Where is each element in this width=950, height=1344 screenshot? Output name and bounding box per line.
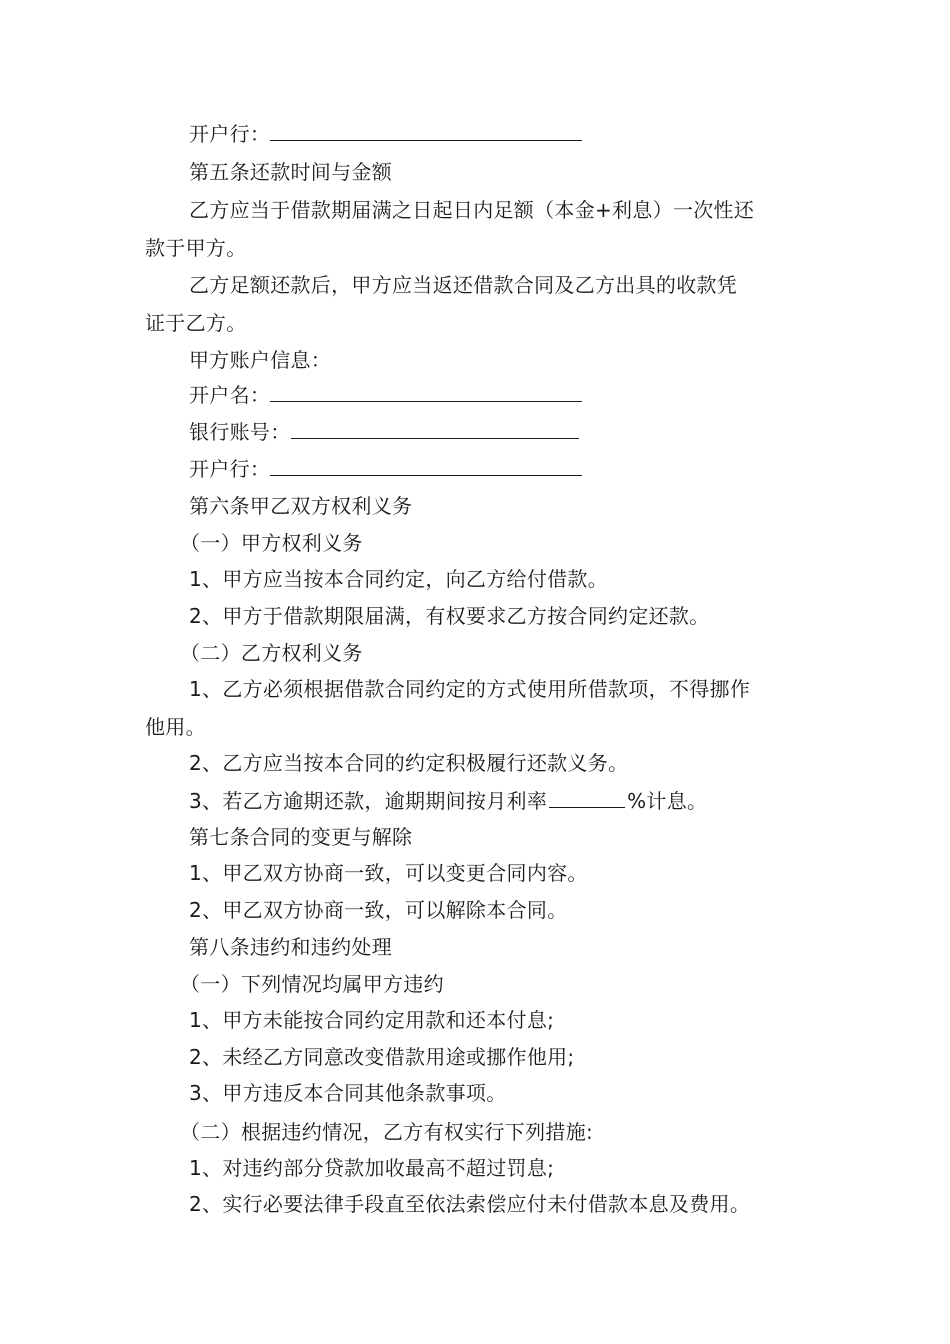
account-name-label: 开户名：: [189, 383, 271, 407]
party-a-duty-1: 1、甲方应当按本合同约定，向乙方给付借款。: [189, 567, 609, 591]
party-a-account-info-heading: 甲方账户信息：: [189, 348, 332, 372]
article-5-paragraph-2-line-1: 乙方足额还款后，甲方应当返还借款合同及乙方出具的收款凭: [189, 273, 738, 297]
bank-name-line-1: [189, 120, 582, 148]
article-6-heading: 第六条甲乙双方权利义务: [189, 494, 413, 518]
bank-account-number-blank: [291, 418, 579, 439]
article-5-paragraph-1-line-2: 款于甲方。: [145, 236, 247, 260]
party-b-duty-1-line-1: 1、乙方必须根据借款合同约定的方式使用所借款项，不得挪作: [189, 677, 751, 701]
overdue-interest-suffix: %计息。: [627, 789, 708, 813]
bank-name-label: 开户行：: [189, 122, 271, 146]
article-5-paragraph-2-line-2: 证于乙方。: [145, 311, 247, 335]
monthly-rate-blank: [549, 787, 625, 808]
party-b-remedy-1: 1、对违约部分贷款加收最高不超过罚息;: [189, 1156, 555, 1180]
party-a-breach-heading: （一）下列情况均属甲方违约: [180, 972, 444, 996]
article-7-item-2: 2、甲乙双方协商一致，可以解除本合同。: [189, 898, 568, 922]
bank-name-label-2: 开户行：: [189, 457, 271, 481]
party-a-rights-heading: （一）甲方权利义务: [180, 531, 363, 555]
party-b-duty-3: [189, 787, 707, 815]
party-a-breach-3: 3、甲方违反本合同其他条款事项。: [189, 1081, 507, 1105]
article-5-heading: 第五条还款时间与金额: [189, 160, 392, 184]
account-name-blank: [270, 381, 582, 402]
bank-account-number-label: 银行账号：: [189, 420, 291, 444]
article-8-heading: 第八条违约和违约处理: [189, 935, 392, 959]
overdue-interest-text: 3、若乙方逾期还款，逾期期间按月利率: [189, 789, 548, 813]
bank-name-blank: [270, 120, 582, 141]
article-5-paragraph-1-line-1: 乙方应当于借款期届满之日起日内足额（本金+利息）一次性还: [189, 198, 755, 222]
party-b-rights-heading: （二）乙方权利义务: [180, 641, 363, 665]
party-b-duty-2: 2、乙方应当按本合同的约定积极履行还款义务。: [189, 751, 629, 775]
party-a-duty-2: 2、甲方于借款期限届满，有权要求乙方按合同约定还款。: [189, 604, 710, 628]
party-b-remedy-2: 2、实行必要法律手段直至依法索偿应付未付借款本息及费用。: [189, 1192, 751, 1216]
party-a-breach-2: 2、未经乙方同意改变借款用途或挪作他用;: [189, 1045, 575, 1069]
article-7-item-1: 1、甲乙双方协商一致，可以变更合同内容。: [189, 861, 588, 885]
party-b-duty-1-line-2: 他用。: [145, 715, 206, 739]
party-b-remedies-heading: （二）根据违约情况，乙方有权实行下列措施:: [180, 1120, 594, 1144]
article-7-heading: 第七条合同的变更与解除: [189, 825, 413, 849]
bank-name-blank-2: [270, 455, 582, 476]
party-a-breach-1: 1、甲方未能按合同约定用款和还本付息;: [189, 1008, 555, 1032]
account-name-line: [189, 381, 582, 409]
bank-account-number-line: [189, 418, 579, 446]
bank-name-line-2: [189, 455, 582, 483]
